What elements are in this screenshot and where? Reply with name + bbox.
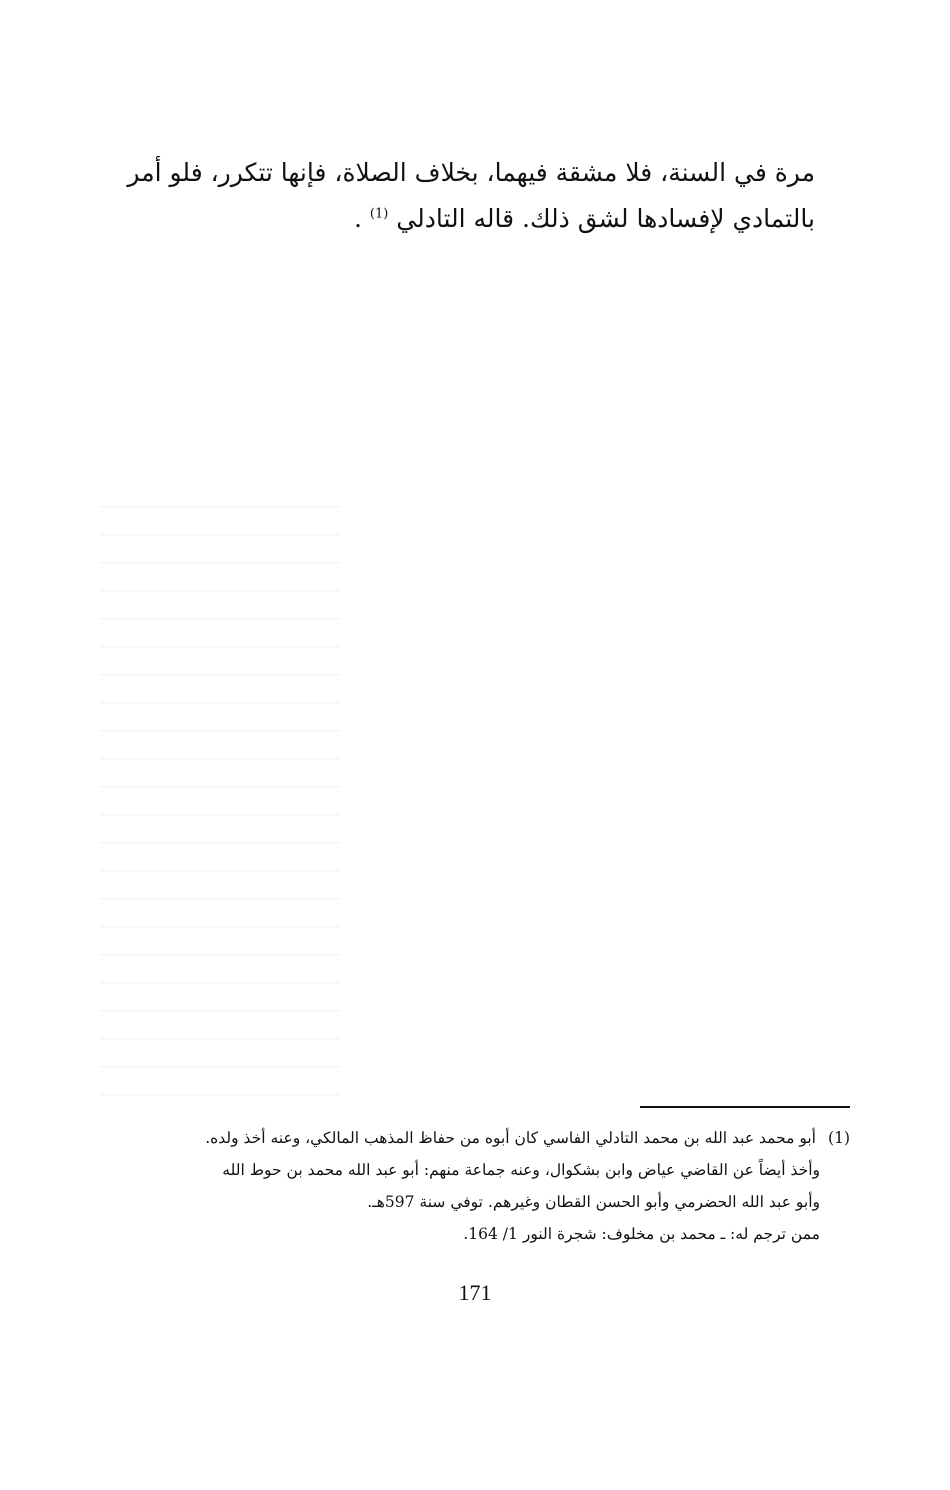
main-line-2-end: . <box>353 204 370 233</box>
footnote-line-4: ممن ترجم له: ـ محمد بن مخلوف: شجرة النور 1/ 164. <box>463 1225 820 1243</box>
show-through-bleed <box>100 480 340 1120</box>
main-paragraph <box>100 150 815 242</box>
main-line-2 <box>100 196 815 242</box>
footnote-line-1-text: أبو محمد عبد الله بن محمد التادلي الفاسي كان أبوه من حفاظ المذهب المالكي، وعنه أخذ ولده. <box>205 1129 816 1147</box>
footnote-number: (1) <box>828 1129 850 1147</box>
footnote-reference[interactable]: (1) <box>369 206 389 222</box>
footnote <box>100 1122 850 1250</box>
main-line-2-text: بالتمادي لإفسادها لشق ذلك. قاله التادلي <box>396 204 815 233</box>
footnote-line-2: وأخذ أيضاً عن القاضي عياض وابن بشكوال، وعنه جماعة منهم: أبو عبد الله محمد بن حوط الله <box>222 1161 820 1179</box>
footnote-line-1 <box>100 1122 850 1154</box>
page-number: 171 <box>458 1280 492 1305</box>
footnote-separator <box>640 1106 850 1108</box>
main-line-1: مرة في السنة، فلا مشقة فيهما، بخلاف الصلاة، فإنها تتكرر، فلو أمر <box>127 158 815 187</box>
footnote-line-3: وأبو عبد الله الحضرمي وأبو الحسن القطان وغيرهم. توفي سنة 597هـ. <box>367 1193 820 1211</box>
